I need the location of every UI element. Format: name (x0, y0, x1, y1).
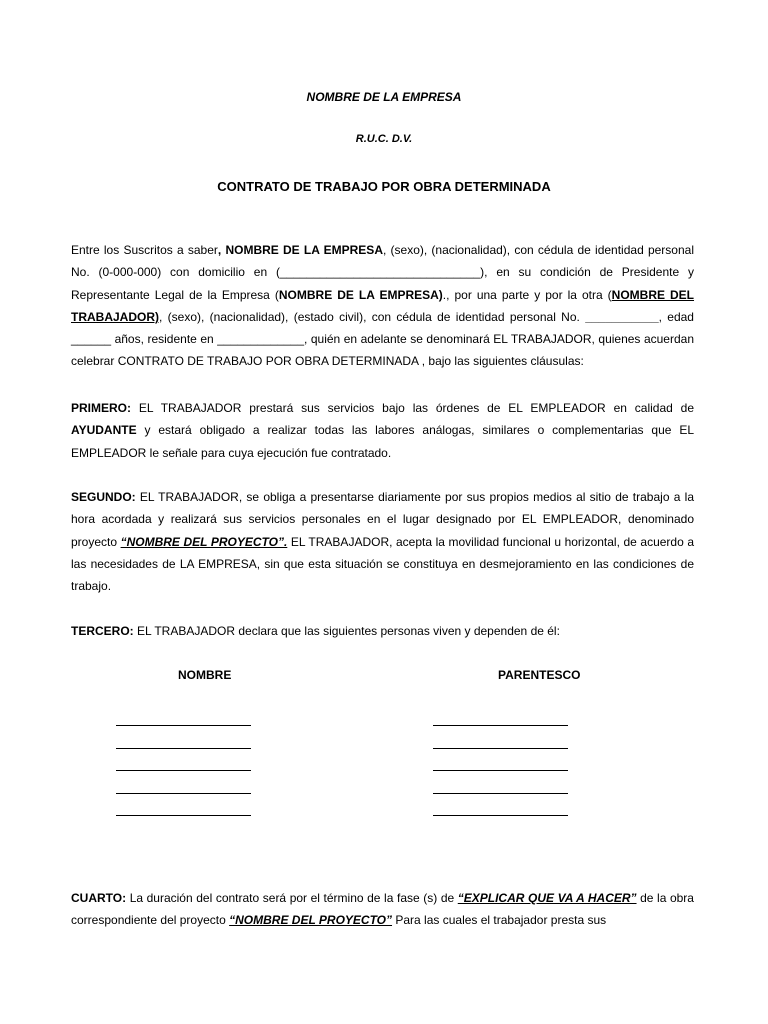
relationship-blank-line (433, 748, 568, 749)
clause-cuarto-phase-placeholder: “EXPLICAR QUE VA A HACER” (457, 891, 637, 905)
intro-text-4: , (sexo), (nacionalidad), (estado civil), con cédula de identidad personal No. (159, 309, 586, 324)
clause-primero-label: PRIMERO: (71, 401, 131, 415)
intro-text-1: Entre los Suscritos a saber (71, 243, 218, 257)
clause-primero-text-1: EL TRABAJADOR prestará sus servicios bajo las órdenes de EL EMPLEADOR en calidad de (131, 401, 694, 415)
name-blank-line (116, 725, 251, 726)
intro-id-blank: ___________ (585, 309, 659, 324)
clause-segundo-project-name: “NOMBRE DEL PROYECTO”. (120, 534, 288, 549)
clause-segundo (71, 486, 694, 597)
column-header-nombre: NOMBRE (178, 668, 232, 682)
clause-cuarto-text-3: Para las cuales el trabajador presta sus (392, 913, 607, 928)
clause-tercero-label: TERCERO: (71, 624, 134, 638)
clause-primero-text-2: y estará obligado a realizar todas las labores análogas, similares o complementarias que EL EMPLEADOR le señale para cuya ejecución fue contratado. (71, 423, 694, 460)
clause-segundo-text-2: EL TRABAJADOR, acepta la movilidad funcional u horizontal, de acuerdo a las necesidades de LA EMPRESA, sin que esta situación se constituya en desmejoramiento en las condiciones de trabajo. (71, 534, 694, 594)
relationship-blank-line (433, 770, 568, 771)
clause-tercero (71, 620, 694, 642)
clause-segundo-text-1: EL TRABAJADOR, se obliga a presentarse diariamente por sus propios medios al sitio de trabajo a la hora acordada y realizará sus servicios personales en el lugar designado por EL EMPLEADOR, denominado proyecto (71, 490, 694, 549)
clause-cuarto-text-2: de la obra correspondiente del proyecto (71, 891, 694, 928)
name-blank-line (116, 770, 251, 771)
clause-cuarto-text-1: La duración del contrato será por el término de la fase (s) de (126, 891, 458, 905)
intro-company-name-2: NOMBRE DE LA EMPRESA) (278, 287, 443, 302)
contract-title: CONTRATO DE TRABAJO POR OBRA DETERMINADA (217, 179, 551, 194)
intro-text-2: , (sexo), (nacionalidad), con cédula de identidad personal No. (0-000-000) con domicilio en (______________________________), en su condición de Presidente y Representante Legal de la Empresa ( (71, 243, 694, 302)
name-blank-line (116, 815, 251, 816)
clause-segundo-label: SEGUNDO: (71, 490, 136, 504)
relationship-blank-line (433, 725, 568, 726)
relationship-blank-line (433, 815, 568, 816)
clause-tercero-text: EL TRABAJADOR declara que las siguientes personas viven y dependen de él: (133, 624, 560, 638)
company-name-heading: NOMBRE DE LA EMPRESA (306, 90, 462, 104)
clause-cuarto-label: CUARTO: (71, 891, 127, 905)
name-blank-line (116, 748, 251, 749)
clause-primero-role: AYUDANTE (71, 423, 137, 438)
column-header-parentesco: PARENTESCO (498, 668, 581, 682)
name-blank-line (116, 793, 251, 794)
ruc-dv-heading: R.U.C. D.V. (355, 133, 413, 145)
clause-cuarto-project-name: “NOMBRE DEL PROYECTO” (229, 913, 393, 928)
relationship-blank-line (433, 793, 568, 794)
intro-worker-name: NOMBRE DEL TRABAJADOR) (71, 287, 695, 324)
intro-paragraph (71, 239, 694, 373)
clause-primero (71, 397, 694, 464)
intro-text-5: , edad ______ años, residente en _____________, quién en adelante se denominará EL TRABAJADOR, quienes acuerdan celebrar CONTRATO DE TRABAJO POR OBRA DETERMINADA , bajo las siguientes cláusulas: (71, 309, 694, 369)
intro-text-3: ., por una parte y por la otra ( (442, 287, 612, 302)
intro-company-name: , NOMBRE DE LA EMPRESA (217, 243, 383, 257)
clause-cuarto (71, 887, 694, 932)
